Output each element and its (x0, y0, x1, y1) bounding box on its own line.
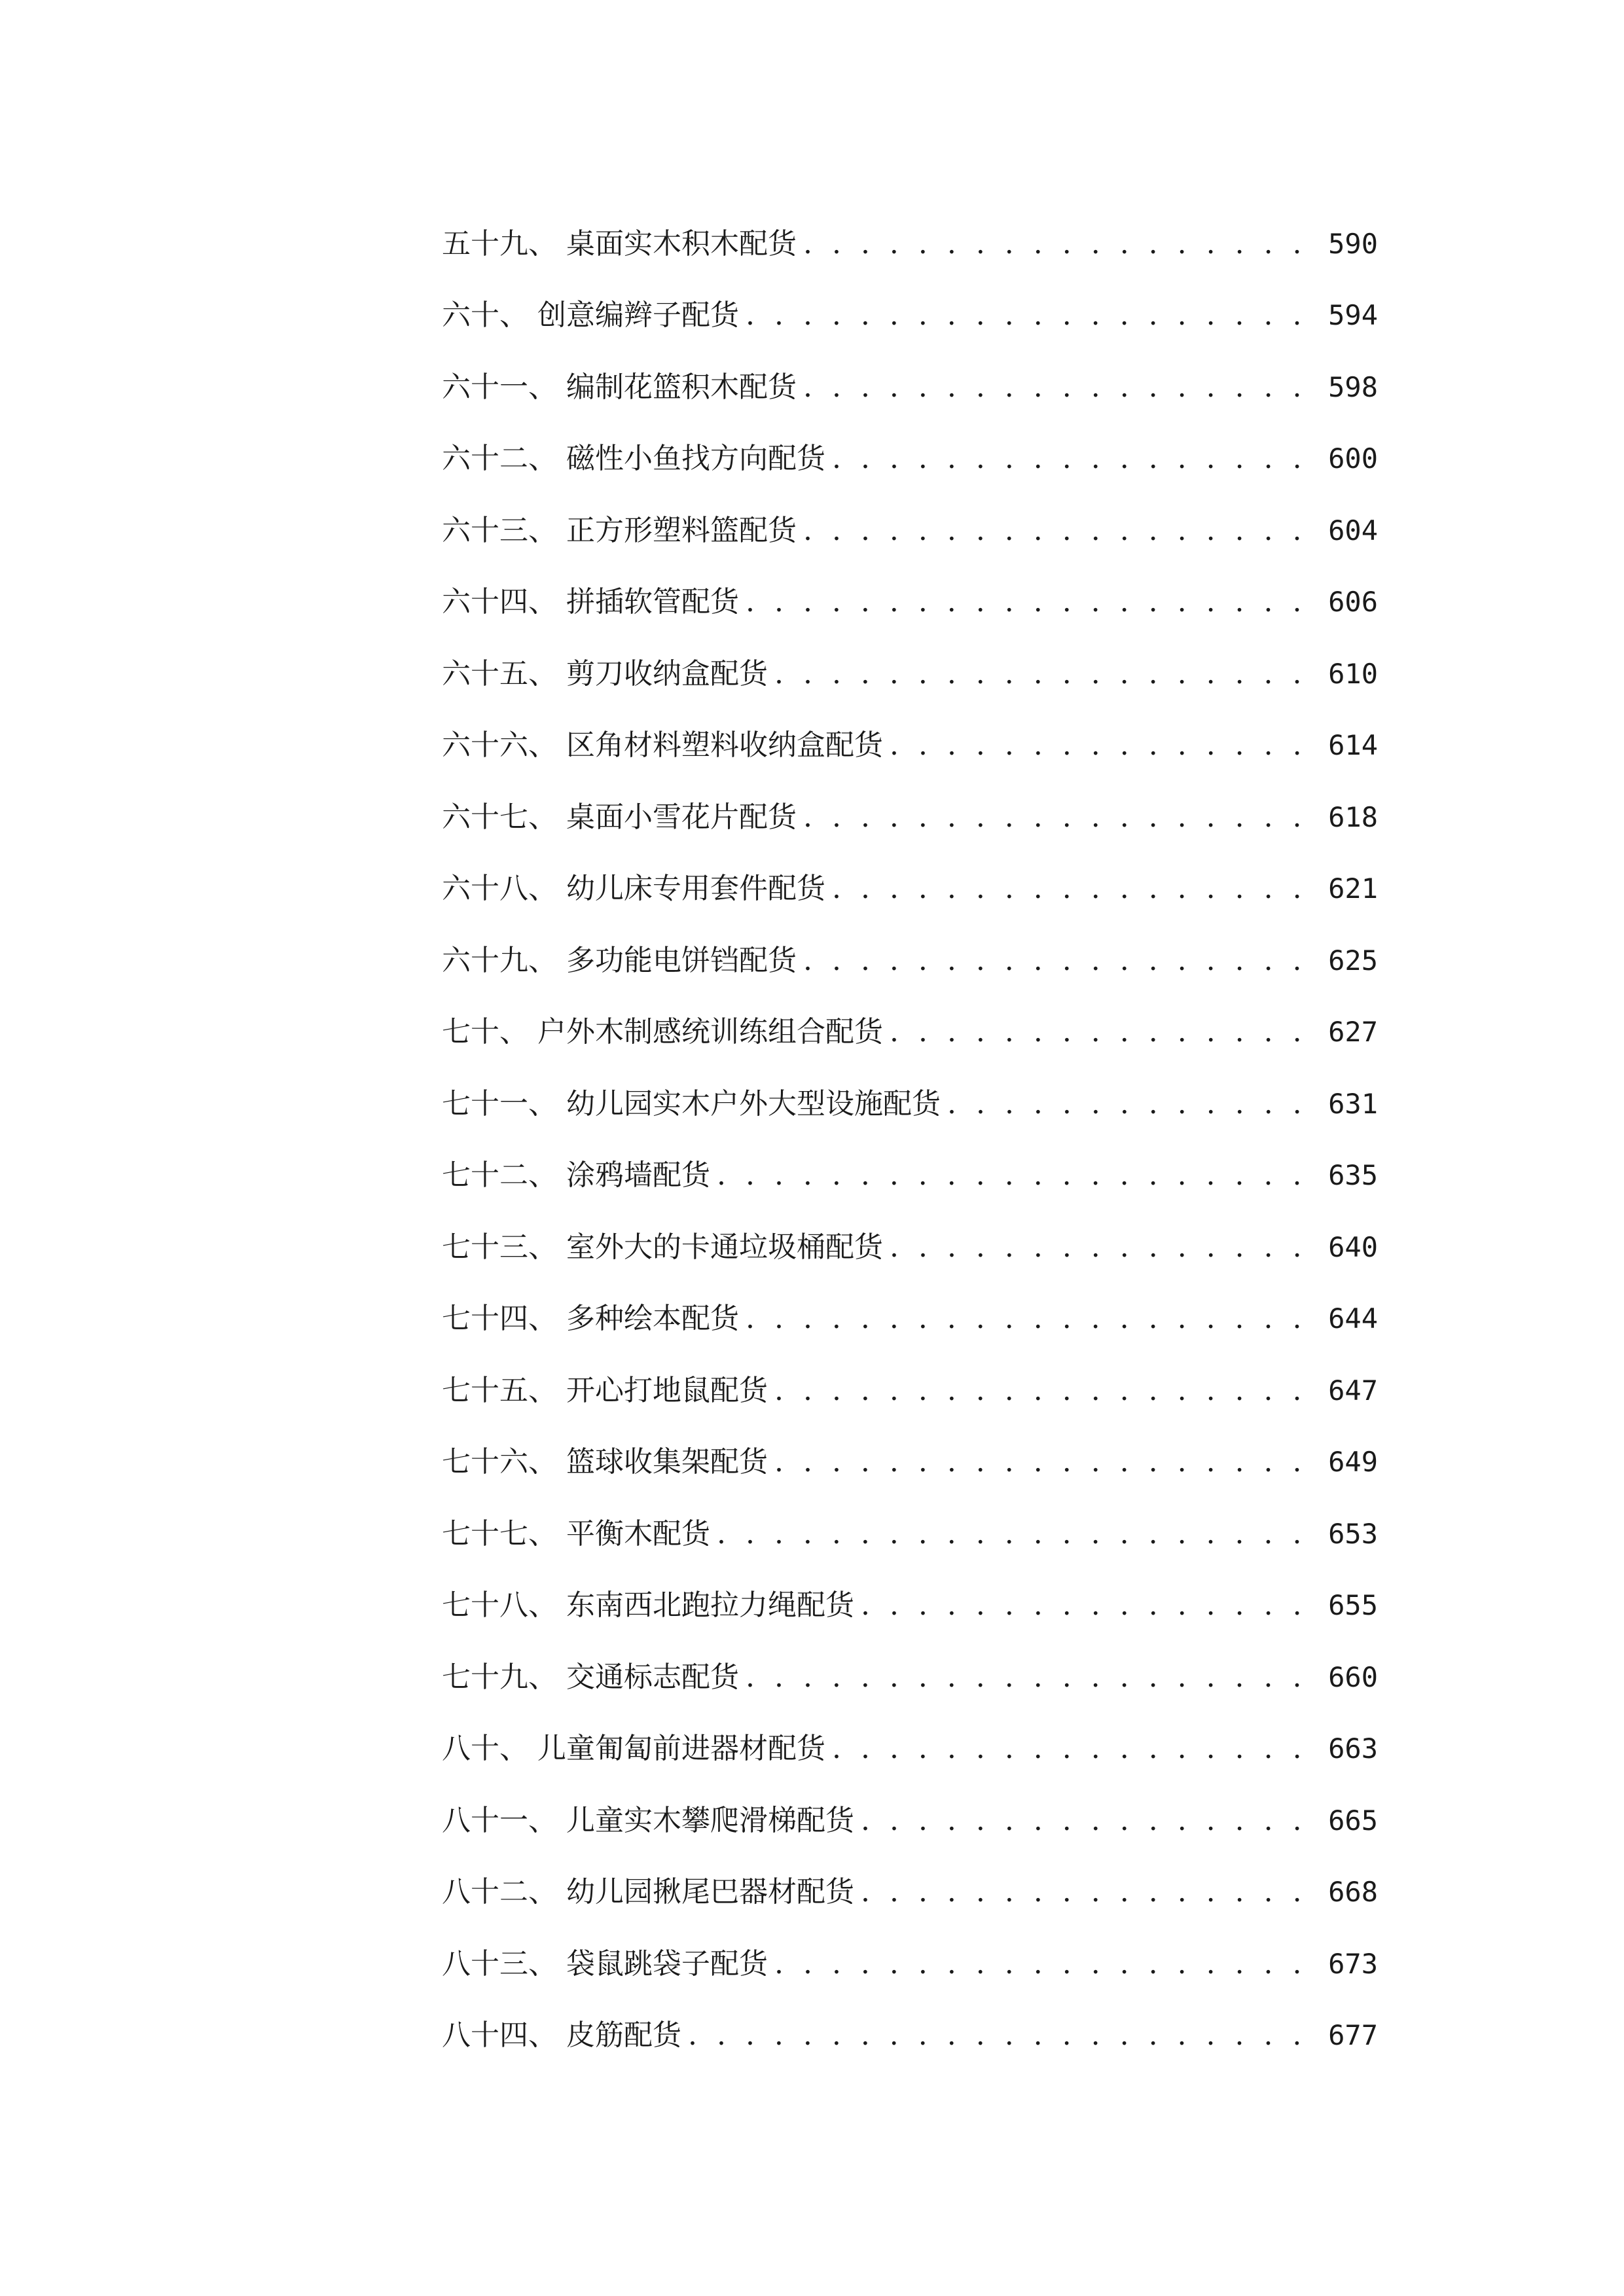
toc-dot-leader (739, 588, 1308, 617)
toc-dot-leader (854, 1878, 1308, 1907)
toc-entry-title: 篮球收集架配货 (566, 1445, 768, 1479)
toc-entry-page: 653 (1328, 1517, 1378, 1550)
toc-entry-number: 七十七、 (442, 1516, 557, 1551)
toc-entry-page: 625 (1328, 944, 1378, 977)
toc-entry[interactable] (442, 567, 1378, 639)
toc-entry-number: 六十三、 (442, 513, 557, 547)
toc-entry-title: 儿童匍匐前进器材配货 (537, 1732, 825, 1766)
toc-dot-leader (825, 1734, 1308, 1763)
toc-entry[interactable] (442, 1713, 1378, 1785)
toc-entry-number: 六十一、 (442, 370, 557, 404)
toc-dot-leader (854, 1591, 1308, 1620)
toc-entry-number: 六十六、 (442, 728, 557, 762)
toc-entry-title: 剪刀收纳盒配货 (566, 656, 768, 691)
toc-entry-page: 647 (1328, 1374, 1378, 1407)
toc-entry-number: 五十九、 (442, 226, 557, 260)
toc-entry-page: 594 (1328, 299, 1378, 332)
toc-entry-page: 618 (1328, 800, 1378, 833)
toc-entry[interactable] (442, 423, 1378, 495)
toc-dot-leader (825, 874, 1308, 903)
toc-dot-leader (883, 1018, 1308, 1047)
toc-dot-leader (797, 516, 1308, 545)
toc-dot-leader (797, 946, 1308, 975)
toc-dot-leader (854, 1806, 1308, 1835)
toc-entry-title: 幼儿园揪尾巴器材配货 (566, 1875, 854, 1909)
toc-entry-page: 673 (1328, 1947, 1378, 1980)
toc-entry-page: 665 (1328, 1804, 1378, 1837)
toc-entry[interactable] (442, 1068, 1378, 1140)
toc-entry-title: 开心打地鼠配货 (566, 1373, 768, 1407)
toc-entry[interactable] (442, 1427, 1378, 1499)
toc-entry-title: 户外木制感统训练组合配货 (537, 1015, 883, 1049)
toc-entry-title: 区角材料塑料收纳盒配货 (566, 728, 883, 762)
toc-entry-title: 幼儿园实木户外大型设施配货 (566, 1086, 941, 1121)
toc-entry[interactable] (442, 1785, 1378, 1857)
toc-entry-page: 590 (1328, 227, 1378, 260)
toc-entry-number: 八十一、 (442, 1803, 557, 1837)
toc-entry[interactable] (442, 925, 1378, 997)
toc-entry-number: 七十六、 (442, 1445, 557, 1479)
toc-entry-number: 七十二、 (442, 1158, 557, 1193)
toc-entry-page: 660 (1328, 1660, 1378, 1693)
toc-entry-title: 儿童实木攀爬滑梯配货 (566, 1803, 854, 1837)
toc-dot-leader (681, 2021, 1308, 2050)
toc-entry[interactable] (442, 208, 1378, 280)
toc-entry-number: 八十二、 (442, 1875, 557, 1909)
toc-entry-title: 室外大的卡通垃圾桶配货 (566, 1230, 883, 1264)
toc-entry-title: 皮筋配货 (566, 2018, 681, 2053)
toc-dot-leader (797, 230, 1308, 259)
toc-entry-page: 644 (1328, 1302, 1378, 1335)
toc-dot-leader (710, 1161, 1308, 1190)
toc-entry-page: 610 (1328, 657, 1378, 690)
toc-entry-number: 六十七、 (442, 800, 557, 834)
toc-entry-page: 631 (1328, 1087, 1378, 1120)
toc-entry-number: 七十九、 (442, 1660, 557, 1694)
toc-dot-leader (883, 731, 1308, 760)
toc-entry-number: 六十八、 (442, 872, 557, 906)
toc-dot-leader (739, 301, 1308, 330)
toc-entry-title: 多功能电饼铛配货 (566, 943, 797, 977)
toc-entry-title: 袋鼠跳袋子配货 (566, 1946, 768, 1981)
toc-dot-leader (883, 1233, 1308, 1262)
toc-entry-page: 668 (1328, 1876, 1378, 1909)
toc-entry[interactable] (442, 1140, 1378, 1212)
toc-entry-number: 七十一、 (442, 1086, 557, 1121)
toc-entry-page: 627 (1328, 1016, 1378, 1049)
toc-entry-page: 640 (1328, 1230, 1378, 1263)
toc-entry-number: 七十五、 (442, 1373, 557, 1407)
toc-entry-page: 606 (1328, 586, 1378, 619)
toc-entry[interactable] (442, 710, 1378, 782)
toc-entry[interactable] (442, 495, 1378, 567)
toc-entry-title: 创意编辫子配货 (537, 298, 739, 332)
toc-entry-number: 八十三、 (442, 1946, 557, 1981)
toc-entry-title: 拼插软管配货 (566, 585, 739, 619)
toc-dot-leader (739, 1304, 1308, 1333)
toc-entry-title: 磁性小鱼找方向配货 (566, 442, 825, 476)
toc-entry[interactable] (442, 1857, 1378, 1929)
toc-entry-page: 598 (1328, 370, 1378, 403)
toc-entry-title: 平衡木配货 (566, 1516, 710, 1551)
toc-entry-title: 正方形塑料篮配货 (566, 513, 797, 547)
toc-entry[interactable] (442, 1641, 1378, 1713)
toc-dot-leader (768, 1448, 1308, 1477)
toc-entry-number: 八十四、 (442, 2018, 557, 2053)
toc-entry-number: 六十、 (442, 298, 528, 332)
toc-entry[interactable] (442, 351, 1378, 423)
toc-entry[interactable] (442, 1355, 1378, 1427)
toc-entry-page: 604 (1328, 514, 1378, 547)
toc-dot-leader (768, 1950, 1308, 1979)
toc-entry-number: 七十、 (442, 1015, 528, 1049)
toc-entry[interactable] (442, 997, 1378, 1069)
toc-entry-title: 多种绘本配货 (566, 1302, 739, 1336)
toc-dot-leader (941, 1090, 1308, 1119)
toc-entry[interactable] (442, 1498, 1378, 1570)
toc-entry-page: 663 (1328, 1732, 1378, 1765)
toc-entry-number: 八十、 (442, 1732, 528, 1766)
toc-entry-title: 交通标志配货 (566, 1660, 739, 1694)
toc-entry[interactable] (442, 1211, 1378, 1283)
toc-dot-leader (797, 373, 1308, 402)
toc-entry[interactable] (442, 280, 1378, 352)
toc-entry-number: 六十九、 (442, 943, 557, 977)
toc-entry[interactable] (442, 1570, 1378, 1642)
toc-dot-leader (739, 1663, 1308, 1692)
table-of-contents (442, 208, 1378, 2072)
toc-entry-number: 六十二、 (442, 442, 557, 476)
toc-entry[interactable] (442, 638, 1378, 710)
toc-dot-leader (768, 660, 1308, 689)
toc-entry-title: 桌面实木积木配货 (566, 226, 797, 260)
toc-entry-page: 655 (1328, 1589, 1378, 1622)
toc-dot-leader (768, 1376, 1308, 1405)
toc-entry-title: 桌面小雪花片配货 (566, 800, 797, 834)
toc-entry-page: 635 (1328, 1159, 1378, 1192)
toc-entry-page: 614 (1328, 729, 1378, 762)
toc-entry[interactable] (442, 1928, 1378, 2000)
toc-entry-title: 涂鸦墙配货 (566, 1158, 710, 1193)
toc-entry-number: 七十四、 (442, 1302, 557, 1336)
toc-dot-leader (710, 1520, 1308, 1549)
toc-entry-title: 东南西北跑拉力绳配货 (566, 1588, 854, 1623)
toc-entry-number: 七十八、 (442, 1588, 557, 1623)
toc-entry-page: 677 (1328, 2019, 1378, 2052)
toc-entry-page: 649 (1328, 1446, 1378, 1479)
toc-entry-number: 六十四、 (442, 585, 557, 619)
toc-dot-leader (797, 803, 1308, 832)
toc-entry-page: 621 (1328, 872, 1378, 905)
toc-entry-page: 600 (1328, 442, 1378, 475)
toc-entry-number: 六十五、 (442, 656, 557, 691)
toc-entry-number: 七十三、 (442, 1230, 557, 1264)
toc-entry-title: 编制花篮积木配货 (566, 370, 797, 404)
toc-entry[interactable] (442, 853, 1378, 925)
toc-entry-title: 幼儿床专用套件配货 (566, 872, 825, 906)
toc-entry[interactable] (442, 781, 1378, 853)
toc-entry[interactable] (442, 2000, 1378, 2072)
toc-dot-leader (825, 444, 1308, 473)
toc-entry[interactable] (442, 1283, 1378, 1355)
